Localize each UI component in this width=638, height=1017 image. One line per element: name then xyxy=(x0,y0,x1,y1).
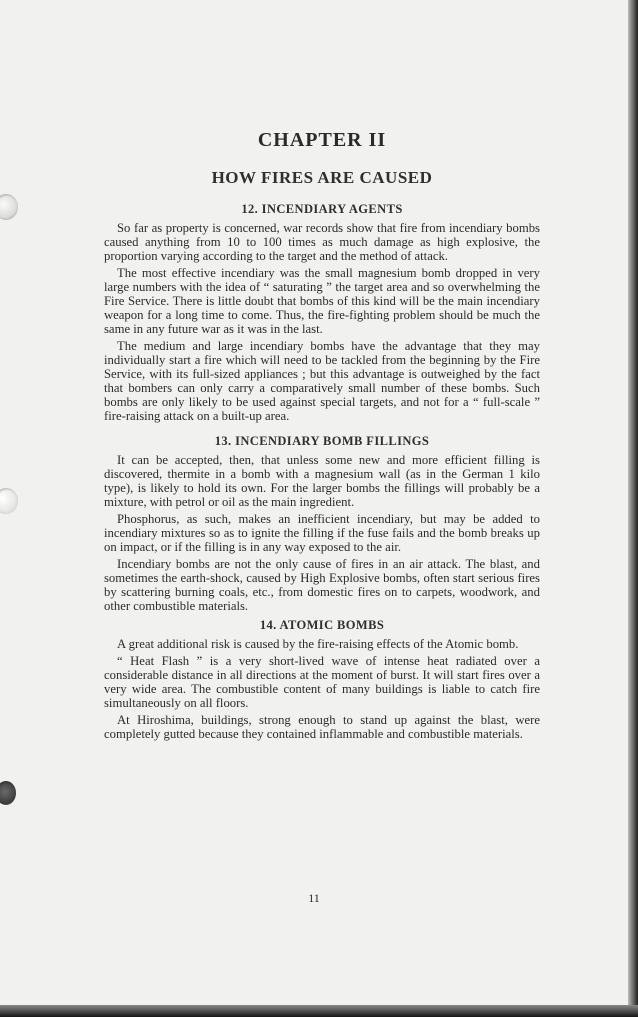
section-heading-12: 12. INCENDIARY AGENTS xyxy=(241,202,403,216)
section-heading-14: 14. ATOMIC BOMBS xyxy=(259,618,385,632)
punch-hole xyxy=(0,781,16,805)
paragraph: So far as property is concerned, war records show that fire from incendiary bombs caused anything from 10 to 100 times as much damage as high explosive, the proportion varying according to the target and the method of attack. xyxy=(104,221,540,263)
punch-hole xyxy=(0,488,18,514)
paragraph: Incendiary bombs are not the only cause of fires in an air attack. The blast, and sometimes the earth-shock, caused by High Explosive bombs, often start serious fires by scattering burning coals, etc., from domestic fires on to carpets, woodwork, and other combustible materials. xyxy=(104,557,540,613)
page-edge-shadow xyxy=(0,1005,638,1017)
page-number: 11 xyxy=(308,891,320,905)
paragraph: At Hiroshima, buildings, strong enough to stand up against the blast, were completely gutted because they contained inflammable and combustible materials. xyxy=(104,713,540,741)
page-edge-shadow xyxy=(628,0,638,1017)
punch-hole xyxy=(0,194,18,220)
paragraph: A great additional risk is caused by the fire-raising effects of the Atomic bomb. xyxy=(117,637,519,651)
paragraph: The most effective incendiary was the small magnesium bomb dropped in very large numbers with the idea of “ saturating ” the target area and so overwhelming the Fire Service. There is little doubt that bombs of this kind will be the main incendiary weapon for a long time to come. Thus, the fire-fighting problem should be much the same in any future war as it was in the last. xyxy=(104,266,540,336)
chapter-title: CHAPTER II xyxy=(257,129,387,151)
paragraph: The medium and large incendiary bombs have the advantage that they may individually start a fire which will need to be tackled from the beginning by the Fire Service, with its full-sized appliances ; but this advantage is outweighed by the fact that bombers can only carry a comparatively small number of these bombs. Such bombs are only likely to be used against special targets, and not for a “ full-scale ” fire-raising attack on a built-up area. xyxy=(104,339,540,423)
page-content xyxy=(104,128,540,741)
section-heading-13: 13. INCENDIARY BOMB FILLINGS xyxy=(214,434,430,448)
paragraph: It can be accepted, then, that unless some new and more efficient filling is discovered, thermite in a bomb with a magnesium wall (as in the German 1 kilo type), is likely to hold its own. For the larger bombs the fillings will probably be a mixture, with petrol or oil as the main ingredient. xyxy=(104,453,540,509)
chapter-heading: HOW FIRES ARE CAUSED xyxy=(211,168,433,187)
paragraph: Phosphorus, as such, makes an inefficient incendiary, but may be added to incendiary mixtures so as to ignite the filling if the fuse fails and the bomb breaks up on impact, or if the filling is in any way exposed to the air. xyxy=(104,512,540,554)
paragraph: “ Heat Flash ” is a very short-lived wave of intense heat radiated over a considerable distance in all directions at the moment of burst. It will start fires over a very wide area. The combustible content of many buildings is liable to catch fire simultaneously on all floors. xyxy=(104,654,540,710)
